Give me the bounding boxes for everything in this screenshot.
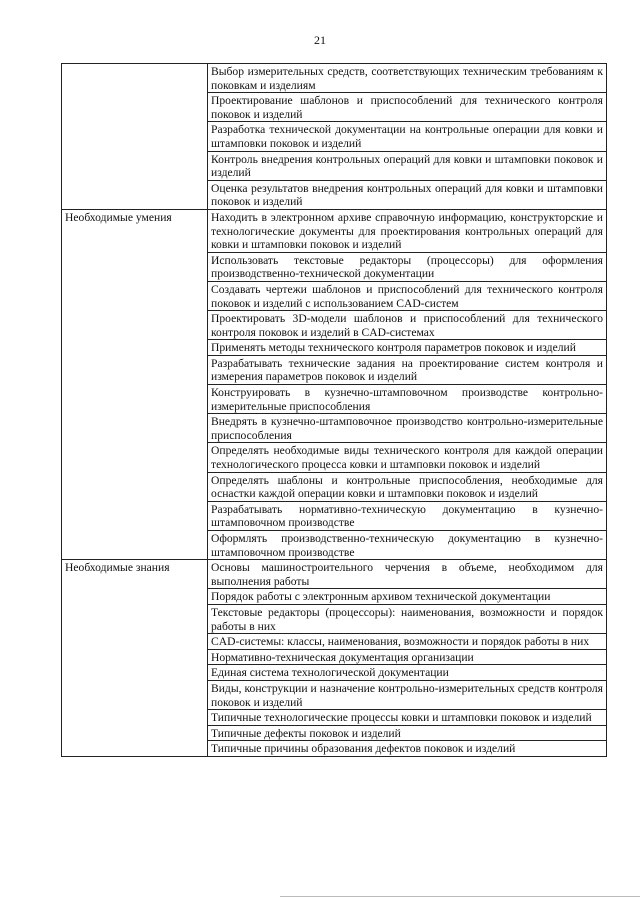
row-text: Текстовые редакторы (процессоры): наименования, возможности и порядок работы в них [208, 604, 607, 633]
table-row [62, 209, 607, 252]
row-text: Оформлять производственно-техническую документацию в кузнечно-штамповочном производстве [208, 531, 607, 560]
row-text: CAD-системы: классы, наименования, возможности и порядок работы в них [208, 634, 607, 650]
table-row [62, 560, 607, 589]
row-text: Проектировать 3D-модели шаблонов и приспособлений для технического контроля поковок и изделий в CAD-системах [208, 311, 607, 340]
row-text: Определять шаблоны и контрольные приспособления, необходимые для оснастки каждой операции ковки и штамповки поковок и изделий [208, 472, 607, 501]
table-row [62, 64, 607, 93]
row-text: Нормативно-техническая документация организации [208, 649, 607, 665]
table-body [62, 64, 607, 757]
row-text: Типичные дефекты поковок и изделий [208, 725, 607, 741]
row-text: Применять методы технического контроля параметров поковок и изделий [208, 340, 607, 356]
row-text: Находить в электронном архиве справочную информацию, конструкторские и технологические документы для проектирования контрольных операций для ковки и штамповки поковок и изделий [208, 209, 607, 252]
row-text: Разработка технической документации на контрольные операции для ковки и штамповки поковок и изделий [208, 122, 607, 151]
requirements-table [61, 63, 607, 757]
row-text: Порядок работы с электронным архивом технической документации [208, 589, 607, 605]
row-text: Определять необходимые виды технического контроля для каждой операции технологического процесса ковки и штамповки поковок и изделий [208, 443, 607, 472]
row-text: Разрабатывать технические задания на проектирование систем контроля и измерения параметров поковок и изделий [208, 355, 607, 384]
row-text: Оценка результатов внедрения контрольных операций для ковки и штамповки поковок и изделий [208, 180, 607, 209]
row-text: Внедрять в кузнечно-штамповочное производство контрольно-измерительные приспособления [208, 414, 607, 443]
page-number: 21 [314, 33, 326, 47]
row-text: Единая система технологической документации [208, 665, 607, 681]
section-label: Необходимые знания [62, 560, 208, 757]
row-text: Проектирование шаблонов и приспособлений для технического контроля поковок и изделий [208, 93, 607, 122]
row-text: Конструировать в кузнечно-штамповочном производстве контрольно-измерительные приспособления [208, 385, 607, 414]
row-text: Использовать текстовые редакторы (процессоры) для оформления производственно-технической документации [208, 252, 607, 281]
section-label: Необходимые умения [62, 209, 208, 559]
row-text: Виды, конструкции и назначение контрольно-измерительных средств контроля поковок и изделий [208, 680, 607, 709]
row-text: Типичные технологические процессы ковки и штамповки поковок и изделий [208, 710, 607, 726]
row-text: Выбор измерительных средств, соответствующих техническим требованиям к поковкам и изделиям [208, 64, 607, 93]
row-text: Создавать чертежи шаблонов и приспособлений для технического контроля поковок и изделий с использованием CAD-систем [208, 281, 607, 310]
row-text: Типичные причины образования дефектов поковок и изделий [208, 741, 607, 757]
bottom-divider [280, 896, 640, 897]
row-text: Основы машиностроительного черчения в объеме, необходимом для выполнения работы [208, 560, 607, 589]
row-text: Разрабатывать нормативно-техническую документацию в кузнечно-штамповочном производстве [208, 501, 607, 530]
section-label [62, 64, 208, 210]
row-text: Контроль внедрения контрольных операций для ковки и штамповки поковок и изделий [208, 151, 607, 180]
